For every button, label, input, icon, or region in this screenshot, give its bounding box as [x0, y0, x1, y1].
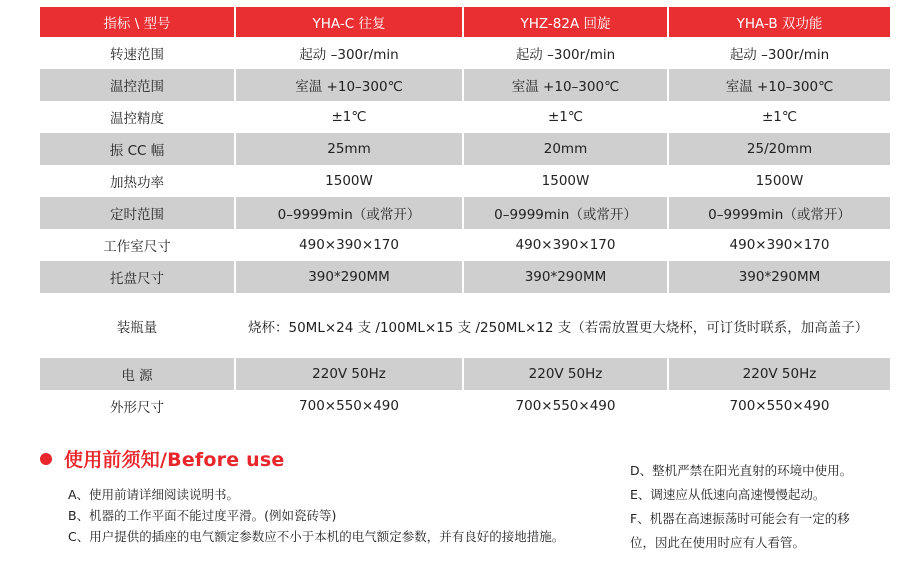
note-item: B、机器的工作平面不能过度平滑。(例如瓷砖等): [68, 508, 337, 523]
row-label: 工作室尺寸: [40, 229, 236, 261]
table-cell: 220V 50Hz: [236, 358, 464, 390]
table-row: [40, 101, 890, 133]
table-cell: 700×550×490: [236, 390, 464, 422]
table-cell: 室温 +10–300℃: [236, 69, 464, 101]
row-label: 电 源: [40, 358, 236, 390]
table-cell: 20mm: [464, 133, 669, 165]
table-row: [40, 197, 890, 229]
row-label: 温控精度: [40, 101, 236, 133]
table-row: [40, 37, 890, 69]
table-cell: 室温 +10–300℃: [669, 69, 890, 101]
notes-right-column: [630, 459, 894, 555]
table-cell: 1500W: [464, 165, 669, 197]
table-cell: 起动 –300r/min: [236, 37, 464, 69]
table-cell: 1500W: [669, 165, 890, 197]
table-cell: 起动 –300r/min: [464, 37, 669, 69]
table-cell: 220V 50Hz: [464, 358, 669, 390]
row-label: 加热功率: [40, 165, 236, 197]
header-cell: YHA-B 双功能: [669, 7, 890, 37]
table-cell: ±1℃: [464, 101, 669, 133]
table-cell: 490×390×170: [669, 229, 890, 261]
table-cell: 25mm: [236, 133, 464, 165]
table-row: [40, 261, 890, 293]
row-label: 转速范围: [40, 37, 236, 69]
table-cell: 0–9999min（或常开）: [236, 197, 464, 229]
header-cell: YHZ-82A 回旋: [464, 7, 669, 37]
table-header-row: [40, 7, 890, 37]
note-item: E、调速应从低速向高速慢慢起动。: [630, 487, 826, 502]
table-cell: ±1℃: [236, 101, 464, 133]
table-row: [40, 165, 890, 197]
note-item: 位，因此在使用时应有人看管。: [630, 535, 806, 550]
table-cell: 700×550×490: [669, 390, 890, 422]
note-item: D、整机严禁在阳光直射的环境中使用。: [630, 463, 853, 478]
bullet-dot-icon: [40, 453, 52, 465]
table-cell: 700×550×490: [464, 390, 669, 422]
row-label: 温控范围: [40, 69, 236, 101]
table-cell: 220V 50Hz: [669, 358, 890, 390]
table-cell: 起动 –300r/min: [669, 37, 890, 69]
row-label: 装瓶量: [40, 293, 236, 358]
row-label: 振 CC 幅: [40, 133, 236, 165]
table-cell: ±1℃: [669, 101, 890, 133]
note-item: A、使用前请详细阅读说明书。: [68, 487, 240, 502]
table-cell: 490×390×170: [236, 229, 464, 261]
note-item: F、机器在高速振荡时可能会有一定的移: [630, 511, 850, 526]
table-row: [40, 69, 890, 101]
table-row: [40, 390, 890, 422]
header-cell: YHA-C 往复: [236, 7, 464, 37]
spec-table: [40, 7, 890, 422]
table-row: [40, 229, 890, 261]
row-label: 外形尺寸: [40, 390, 236, 422]
notice-title: 使用前须知/Before use: [64, 449, 285, 471]
table-cell: 390*290MM: [464, 261, 669, 293]
table-cell: 1500W: [236, 165, 464, 197]
notice-heading: [40, 445, 284, 472]
table-cell: 0–9999min（或常开）: [669, 197, 890, 229]
table-row: [40, 133, 890, 165]
table-cell: 室温 +10–300℃: [464, 69, 669, 101]
table-cell: 390*290MM: [236, 261, 464, 293]
notes-left-column: [68, 484, 564, 547]
table-cell: 490×390×170: [464, 229, 669, 261]
header-cell: 指标 \ 型号: [40, 7, 236, 37]
table-cell: 390*290MM: [669, 261, 890, 293]
table-cell: 25/20mm: [669, 133, 890, 165]
table-cell: 0–9999min（或常开）: [464, 197, 669, 229]
table-row: [40, 293, 890, 358]
table-cell-span: 烧杯：50ML×24 支 /100ML×15 支 /250ML×12 支（若需放置更大烧杯，可订货时联系，加高盖子）: [236, 293, 890, 358]
row-label: 定时范围: [40, 197, 236, 229]
table-row: [40, 358, 890, 390]
row-label: 托盘尺寸: [40, 261, 236, 293]
note-item: C、用户提供的插座的电气额定参数应不小于本机的电气额定参数，并有良好的接地措施。: [68, 529, 565, 544]
